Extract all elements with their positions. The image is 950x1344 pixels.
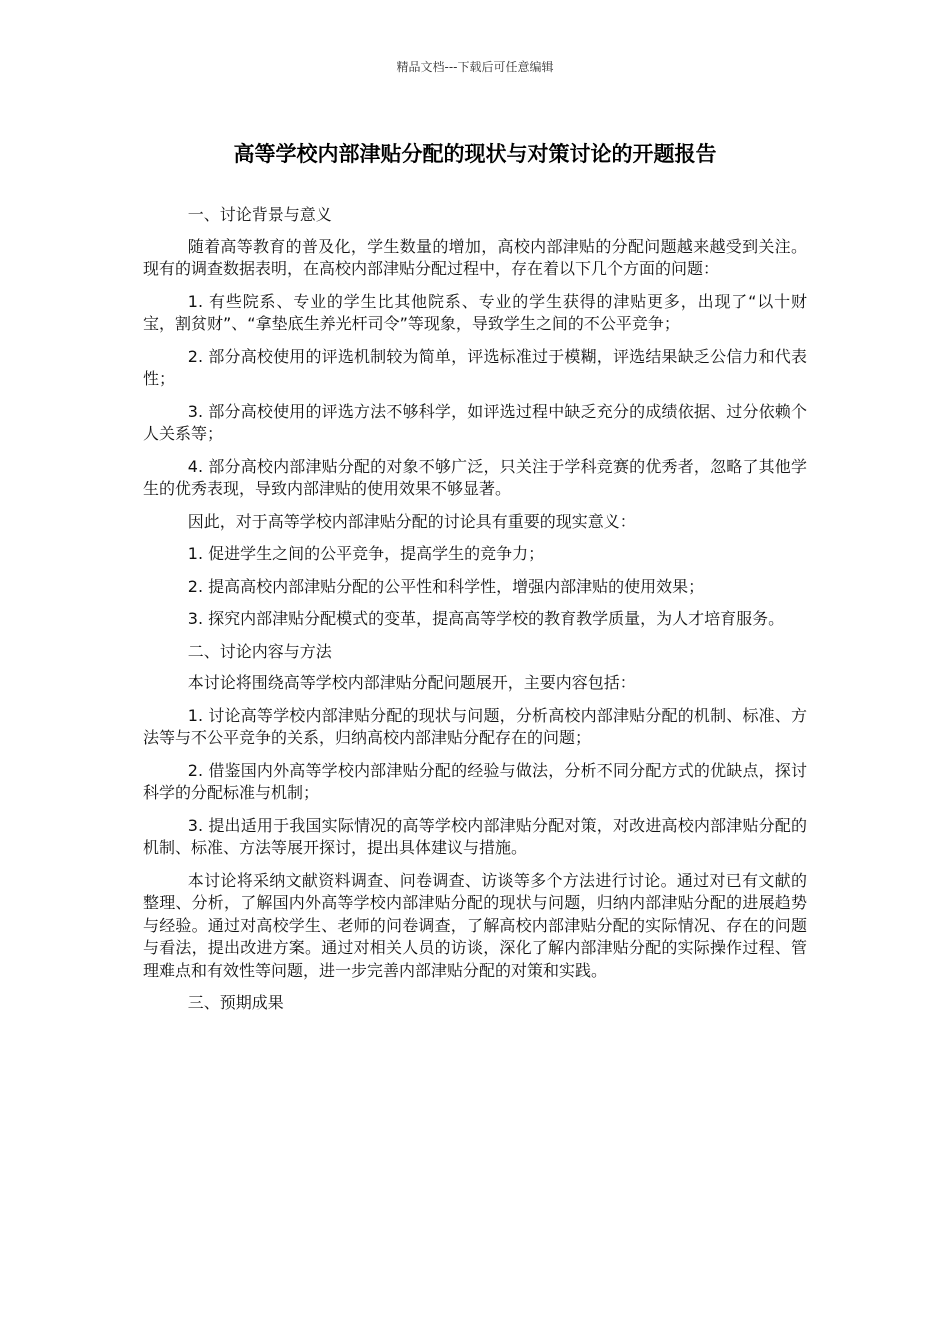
- significance-item-2: 2. 提高高校内部津贴分配的公平性和科学性，增强内部津贴的使用效果；: [187, 576, 705, 596]
- paragraph-intro: 随着高等教育的普及化，学生数量的增加，高校内部津贴的分配问题越来越受到关注。现有的调查数据表明，在高校内部津贴分配过程中，存在着以下几个方面的问题：: [143, 236, 807, 278]
- document-body: [143, 204, 807, 1024]
- significance-item-3: 3. 探究内部津贴分配模式的变革，提高高等学校的教育教学质量，为人才培育服务。: [187, 609, 785, 628]
- problem-item-4: 4. 部分高校内部津贴分配的对象不够广泛，只关注于学科竞赛的优秀者，忽略了其他学生的优秀表现，导致内部津贴的使用效果不够显著。: [143, 456, 807, 498]
- content-item-1: 1. 讨论高等学校内部津贴分配的现状与问题，分析高校内部津贴分配的机制、标准、方法等与不公平竞争的关系，归纳高校内部津贴分配存在的问题；: [143, 705, 807, 747]
- section-heading-background: 一、讨论背景与意义: [187, 205, 332, 224]
- problem-item-3: 3. 部分高校使用的评选方法不够科学，如评选过程中缺乏充分的成绩依据、过分依赖个人关系等；: [143, 401, 807, 443]
- paragraph-content-intro: 本讨论将围绕高等学校内部津贴分配问题展开，主要内容包括：: [187, 673, 636, 692]
- header-note: 精品文档---下载后可任意编辑: [396, 60, 554, 74]
- problem-item-2: 2. 部分高校使用的评选机制较为简单，评选标准过于模糊，评选结果缺乏公信力和代表性；: [143, 346, 807, 388]
- problem-item-1: 1. 有些院系、专业的学生比其他院系、专业的学生获得的津贴更多，出现了“以十财宝，割贫财”、“拿垫底生养光杆司令”等现象，导致学生之间的不公平竞争；: [143, 291, 807, 333]
- section-heading-content-method: 二、讨论内容与方法: [187, 641, 332, 661]
- paragraph-significance: 因此，对于高等学校内部津贴分配的讨论具有重要的现实意义：: [187, 511, 636, 531]
- section-heading-expected-results: 三、预期成果: [187, 993, 284, 1012]
- content-item-2: 2. 借鉴国内外高等学校内部津贴分配的经验与做法，分析不同分配方式的优缺点，探讨科学的分配标准与机制；: [143, 760, 807, 802]
- document-title: 高等学校内部津贴分配的现状与对策讨论的开题报告: [233, 142, 717, 166]
- content-item-3: 3. 提出适用于我国实际情况的高等学校内部津贴分配对策，对改进高校内部津贴分配的机制、标准、方法等展开探讨，提出具体建议与措施。: [143, 815, 807, 857]
- paragraph-methods: 本讨论将采纳文献资料调查、问卷调查、访谈等多个方法进行讨论。通过对已有文献的整理、分析，了解国内外高等学校内部津贴分配的现状与问题，归纳内部津贴分配的进展趋势与经验。通过对高校学生、老师的问卷调查，了解高校内部津贴分配的实际情况、存在的问题与看法，提出改进方案。通过对相关人员的访谈，深化了解内部津贴分配的实际操作过程、管理难点和有效性等问题，进一步完善内部津贴分配的对策和实践。: [143, 870, 807, 980]
- significance-item-1: 1. 促进学生之间的公平竞争，提高学生的竞争力；: [187, 544, 545, 563]
